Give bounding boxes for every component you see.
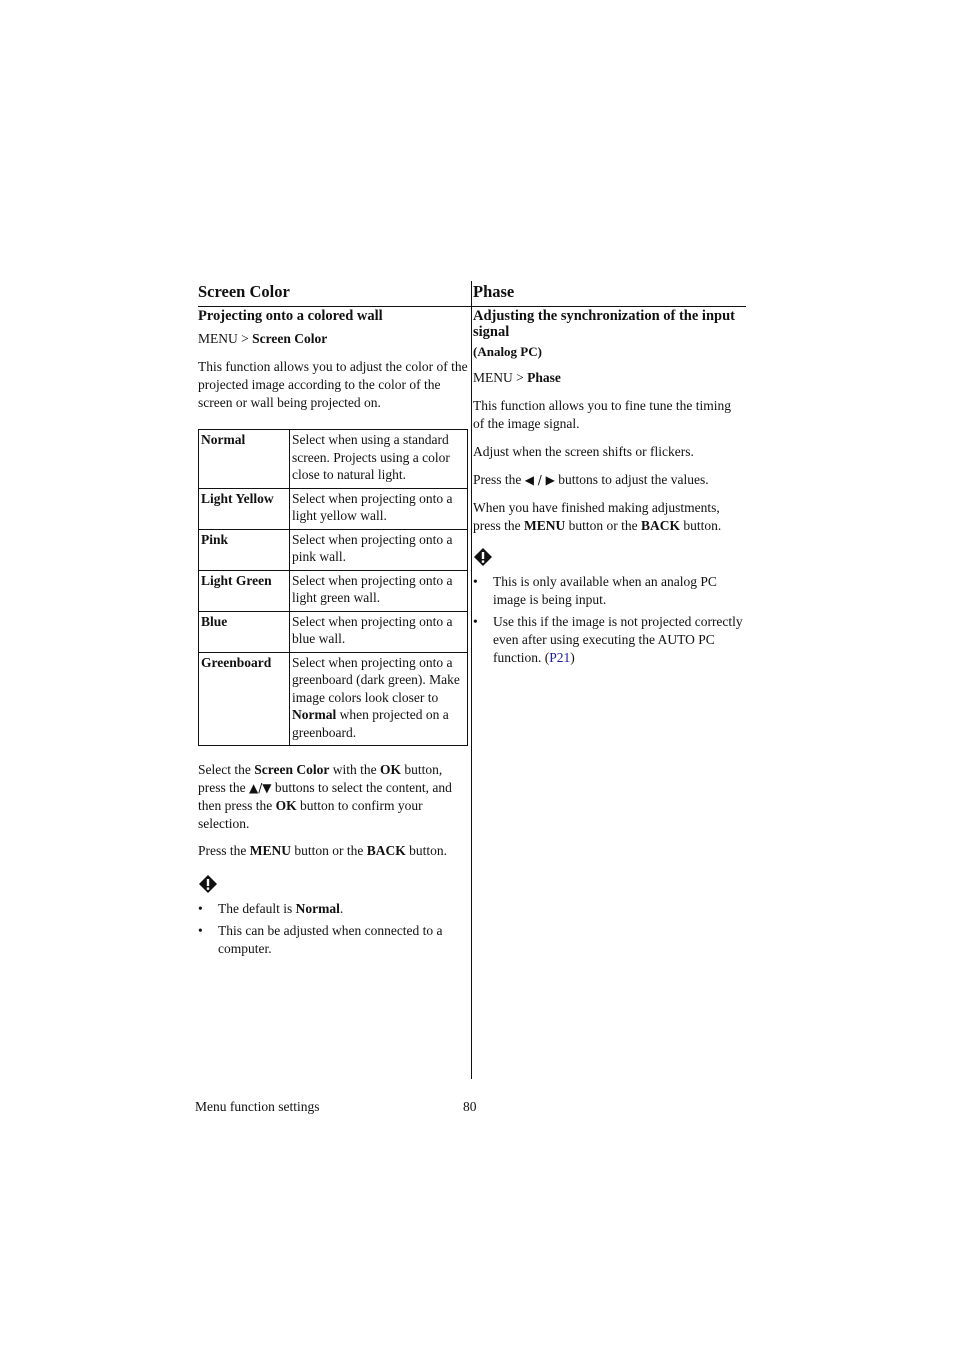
table-row <box>199 611 468 652</box>
option-name: Pink <box>199 529 290 570</box>
text-span: buttons to adjust the values. <box>554 472 709 487</box>
option-name: Greenboard <box>199 652 290 746</box>
bold-span: OK <box>275 798 297 813</box>
option-name: Blue <box>199 611 290 652</box>
option-desc: Select when projecting onto a pink wall. <box>290 529 468 570</box>
text-span: Press the <box>473 472 525 487</box>
text-span: button. <box>405 843 448 858</box>
bold-span: BACK <box>366 843 406 858</box>
option-desc-bold: Normal <box>292 707 337 722</box>
intro-text: This function allows you to fine tune the timing of the image signal. <box>473 398 731 431</box>
menu-path-item: Phase <box>527 370 561 385</box>
section-heading: Screen Color <box>198 282 290 301</box>
table-row <box>199 529 468 570</box>
option-name: Normal <box>199 430 290 489</box>
list-item <box>473 613 745 667</box>
bold-span: BACK <box>641 518 681 533</box>
page-link[interactable]: P21 <box>549 650 571 665</box>
section-subheading: Adjusting the synchronization of the input signal <box>473 308 735 340</box>
table-row <box>199 488 468 529</box>
menu-path-separator: > <box>512 370 528 385</box>
list-item <box>198 900 468 918</box>
bold-span: Normal <box>295 901 340 916</box>
screen-color-section <box>198 281 468 962</box>
menu-path-root: MENU <box>198 331 238 346</box>
page-number: 80 <box>463 1099 477 1114</box>
up-down-arrows-icon: ▲/▼ <box>249 781 272 795</box>
text-span: button, press the <box>198 762 443 795</box>
press-buttons-text <box>473 471 745 489</box>
option-desc: Select when projecting onto a blue wall. <box>290 611 468 652</box>
column-divider <box>471 281 472 1079</box>
adjust-text: Adjust when the screen shifts or flickers. <box>473 444 694 459</box>
text-span: button or the <box>291 843 367 858</box>
menu-path-separator: > <box>237 331 253 346</box>
notes-list <box>198 900 468 958</box>
menu-path-root: MENU <box>473 370 513 385</box>
option-name: Light Green <box>199 570 290 611</box>
option-desc: Select when projecting onto a light yellow wall. <box>290 488 468 529</box>
text-span: buttons to select the content, and then press the <box>198 780 452 813</box>
list-item <box>198 922 468 958</box>
option-desc: Select when using a standard screen. Projects using a color close to natural light. <box>290 430 468 489</box>
text-span: ) <box>570 650 575 665</box>
signal-tag: (Analog PC) <box>473 344 542 359</box>
text-span: This is only available when an analog PC image is being input. <box>493 574 717 607</box>
warning-icon <box>198 874 468 896</box>
option-name: Light Yellow <box>199 488 290 529</box>
text-span: This can be adjusted when connected to a computer. <box>218 923 443 956</box>
section-heading: Phase <box>473 282 515 301</box>
bold-span: MENU <box>524 518 566 533</box>
warning-icon <box>473 547 745 569</box>
list-item <box>473 573 745 609</box>
text-span: Select the <box>198 762 255 777</box>
menu-path <box>473 369 745 387</box>
option-desc-part: when projected on a greenboard. <box>292 707 449 740</box>
intro-text: This function allows you to adjust the color of the projected image according to the color of the screen or wall being projected on. <box>198 359 468 410</box>
footer-title: Menu function settings <box>195 1099 320 1114</box>
press-menu-instructions <box>198 842 468 860</box>
bold-span: OK <box>379 762 401 777</box>
option-desc <box>290 652 468 746</box>
text-span: . <box>339 901 344 916</box>
text-span: The default is <box>218 901 296 916</box>
option-desc: Select when projecting onto a light green wall. <box>290 570 468 611</box>
section-subheading: Projecting onto a colored wall <box>198 308 383 324</box>
text-span: button to confirm your selection. <box>198 798 423 831</box>
notes-list <box>473 573 745 667</box>
text-span: Press the <box>198 843 250 858</box>
menu-path <box>198 330 468 348</box>
finish-text <box>473 499 745 535</box>
text-span: with the <box>329 762 380 777</box>
table-row <box>199 570 468 611</box>
table-row <box>199 652 468 746</box>
option-desc-part: Select when projecting onto a greenboard (dark green). Make image colors look closer to <box>292 654 460 705</box>
bold-span: Screen Color <box>254 762 330 777</box>
menu-path-item: Screen Color <box>252 331 328 346</box>
phase-section <box>473 281 745 671</box>
text-span: When you have finished making adjustments, press the <box>473 500 720 533</box>
bold-span: MENU <box>249 843 291 858</box>
left-right-arrows-icon: ◀ / ▶ <box>524 473 555 487</box>
select-instructions <box>198 761 468 833</box>
text-span: button. <box>680 518 722 533</box>
screen-color-options-table <box>198 429 468 746</box>
table-row <box>199 430 468 489</box>
text-span: button or the <box>565 518 641 533</box>
text-span: Use this if the image is not projected correctly even after using executing the AUTO PC function. ( <box>493 614 743 665</box>
